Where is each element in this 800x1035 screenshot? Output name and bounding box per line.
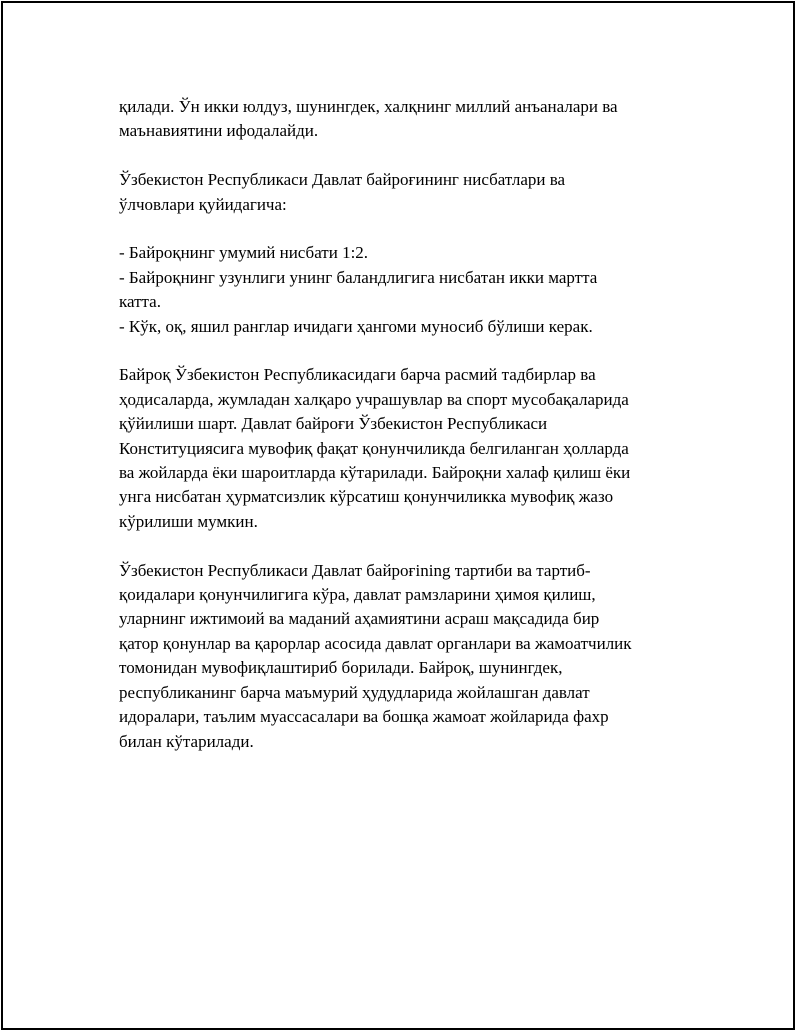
text-line: қатор қонунлар ва қарорлар асосида давлат органлари ва жамоатчилик [119,633,632,653]
paragraph-gap [119,217,689,241]
text-line: қоидалари қонунчилигига кўра, давлат рамзларини ҳимоя қилиш, [119,585,596,605]
text-line: томонидан мувофиқлаштириб борилади. Байроқ, шунингдек, [119,658,563,678]
paragraph-3 [119,363,689,534]
paragraph-gap [119,144,689,168]
list-item: - Байроқнинг узунлиги унинг баландлигига нисбатан икки мартта [119,267,598,287]
list-item: - Байроқнинг умумий нисбати 1:2. [119,243,369,263]
text-line: маънавиятини ифодалайди. [119,121,319,141]
paragraph-2 [119,168,689,217]
text-line: ва жойларда ёки шароитларда кўтарилади. Байроқни халаф қилиш ёки [119,463,631,483]
text-line: ҳодисаларда, жумладан халқаро учрашувлар ва спорт мусобақаларида [119,389,629,409]
paragraph-gap [119,339,689,363]
list-item: - Кўк, оқ, яшил ранглар ичидаги ҳангоми муносиб бўлиши керак. [119,316,593,336]
paragraph-gap [119,534,689,558]
text-line: ўлчовлари қуйидагича: [119,194,287,214]
text-line: идоралари, таълим муассасалари ва бошқа жамоат жойларида фахр [119,707,609,727]
paragraph-4 [119,559,689,754]
text-line: Байроқ Ўзбекистон Республикасидаги барча расмий тадбирлар ва [119,365,596,385]
text-line: Ўзбекистон Республикаси Давлат байроғining тартиби ва тартиб- [119,560,591,580]
text-line: уларнинг ижтимоий ва маданий аҳамиятини асраш мақсадида бир [119,609,600,629]
dash-list [119,241,689,339]
text-line: кўрилиши мумкин. [119,511,258,531]
document-body [119,95,689,754]
text-line: қилади. Ўн икки юлдуз, шунингдек, халқнинг миллий анъаналари ва [119,97,618,116]
text-line: билан кўтарилади. [119,731,254,751]
list-item: катта. [119,292,161,312]
text-line: унга нисбатан ҳурматсизлик кўрсатиш қонунчиликка мувофиқ жазо [119,487,614,507]
text-line: Ўзбекистон Республикаси Давлат байроғининг нисбатлари ва [119,170,566,190]
text-line: республиканинг барча маъмурий ҳудудларида жойлашган давлат [119,682,590,702]
text-line: Конституциясига мувофиқ фақат қонунчиликда белгиланган ҳолларда [119,438,629,458]
text-line: қўйилиши шарт. Давлат байроғи Ўзбекистон Республикаси [119,414,548,434]
document-page [1,1,795,1030]
paragraph-1 [119,95,689,144]
